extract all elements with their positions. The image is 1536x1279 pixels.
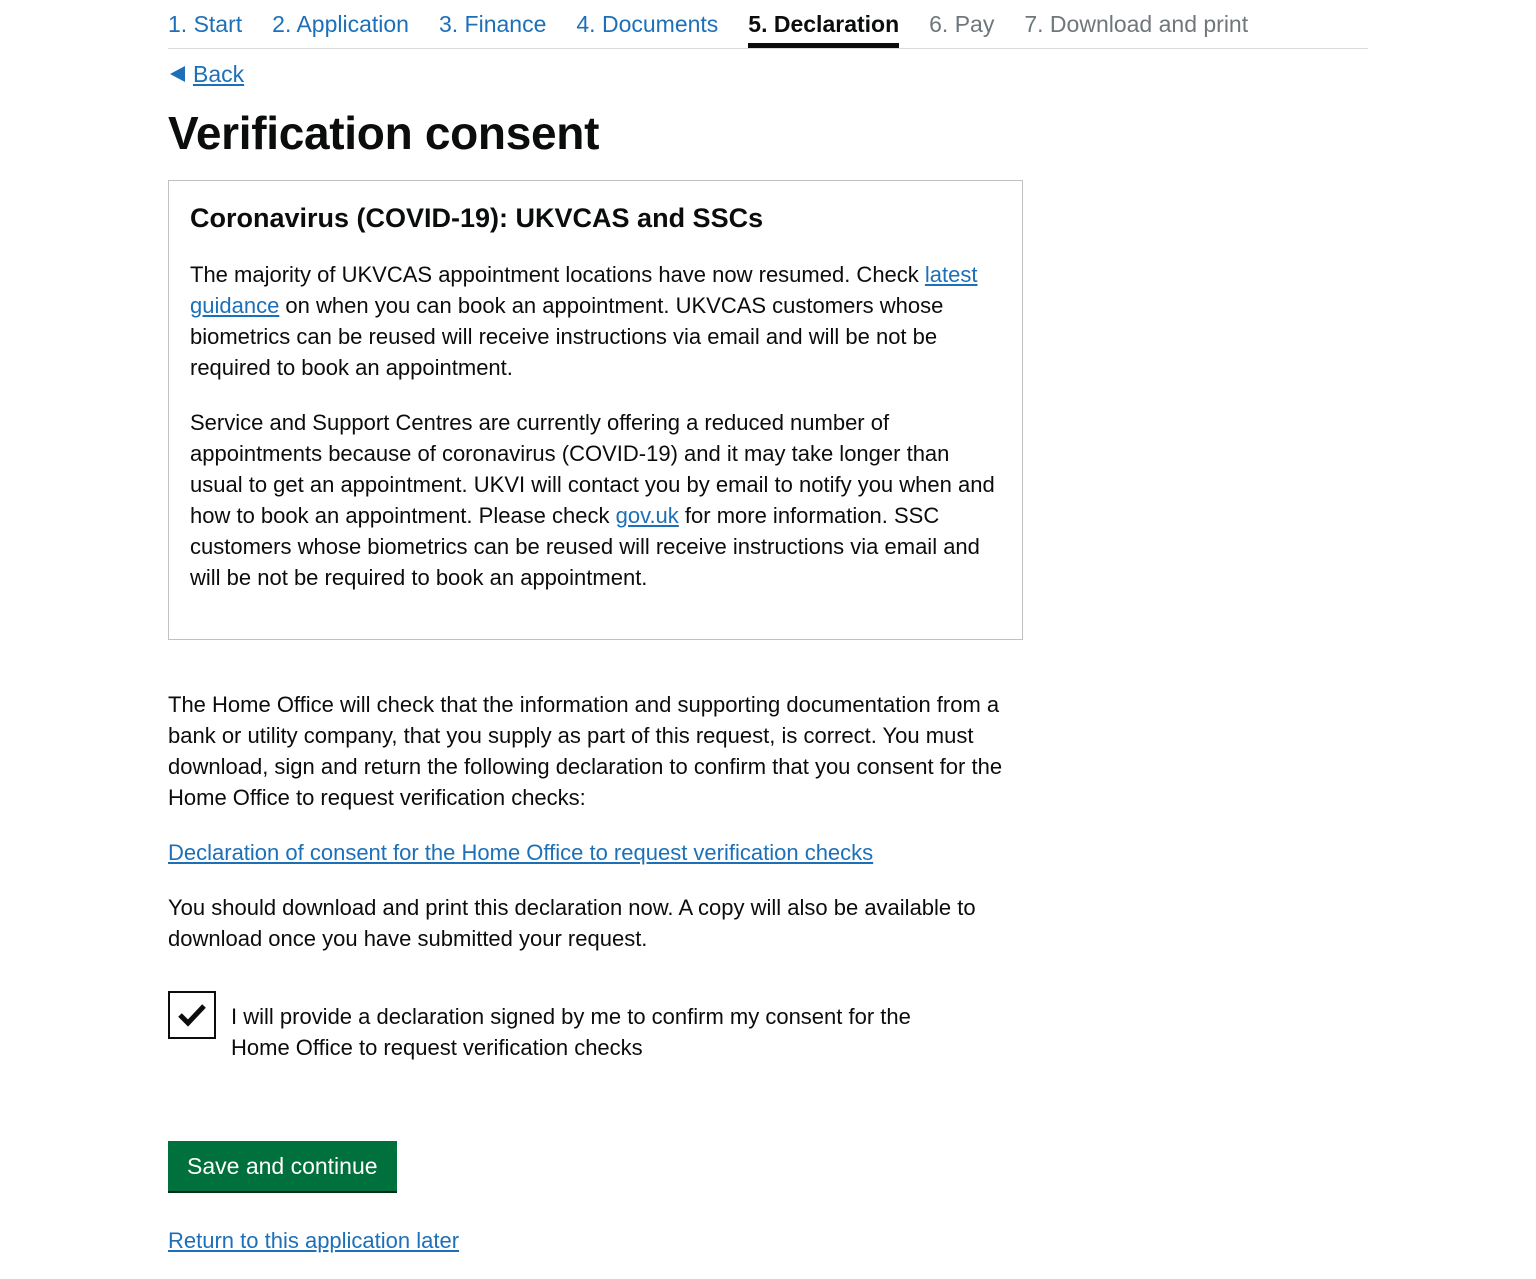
step-documents[interactable]: 4. Documents <box>576 11 719 37</box>
step-download-and-print: 7. Download and print <box>1024 11 1249 37</box>
notice-heading: Coronavirus (COVID-19): UKVCAS and SSCs <box>190 203 764 233</box>
consent-checkbox[interactable] <box>168 991 216 1039</box>
save-and-continue-button[interactable]: Save and continue <box>168 1141 397 1191</box>
declaration-paragraph <box>168 837 1028 868</box>
back-link-label: Back <box>193 61 245 87</box>
covid-notice-panel <box>168 180 1023 640</box>
consent-checkbox-label[interactable]: I will provide a declaration signed by me to confirm my consent for the Home Office to request verification checks <box>231 1004 911 1060</box>
notice-p2-text-end: for more information. SSC customers whose biometrics can be reused will receive instructions via email and will be not be required to book an appointment. <box>190 503 980 590</box>
return-later-link[interactable]: Return to this application later <box>168 1228 460 1253</box>
back-link[interactable] <box>170 60 244 88</box>
download-note: You should download and print this declaration now. A copy will also be available to download once you have submitted your request. <box>168 895 976 951</box>
gov-uk-link[interactable]: gov.uk <box>615 503 679 528</box>
step-start[interactable]: 1. Start <box>168 11 243 37</box>
return-later-container <box>168 1225 459 1256</box>
consent-checkbox-row <box>168 991 951 1063</box>
step-declaration: 5. Declaration <box>748 0 899 48</box>
notice-paragraph-ssc <box>190 407 1001 593</box>
back-arrow-icon <box>170 66 185 82</box>
notice-p1-text-start: The majority of UKVCAS appointment locations have now resumed. Check <box>190 262 925 287</box>
progress-steps <box>168 0 1368 49</box>
step-finance[interactable]: 3. Finance <box>438 11 547 37</box>
latest-guidance-link[interactable]: latest guidance <box>190 262 978 318</box>
step-application[interactable]: 2. Application <box>272 11 409 37</box>
page-title: Verification consent <box>168 107 600 159</box>
intro-paragraph: The Home Office will check that the information and supporting documentation from a bank or utility company, that you supply as part of this request, is correct. You must download, sign and return the following declaration to confirm that you consent for the Home Office to request verification checks: <box>168 692 1003 810</box>
declaration-download-link[interactable]: Declaration of consent for the Home Office to request verification checks <box>168 840 874 865</box>
notice-p1-text-end: on when you can book an appointment. UKVCAS customers whose biometrics can be reused will receive instructions via email and will be not be required to book an appointment. <box>190 293 944 380</box>
step-pay: 6. Pay <box>929 11 995 37</box>
checkmark-icon <box>177 1003 207 1027</box>
notice-paragraph-ukvcas <box>190 259 1001 383</box>
notice-p2-text-start: Service and Support Centres are currently offering a reduced number of appointments because of coronavirus (COVID-19) and it may take longer than usual to get an appointment. UKVI will contact you by email to notify you when and how to book an appointment. Please check <box>190 410 995 528</box>
